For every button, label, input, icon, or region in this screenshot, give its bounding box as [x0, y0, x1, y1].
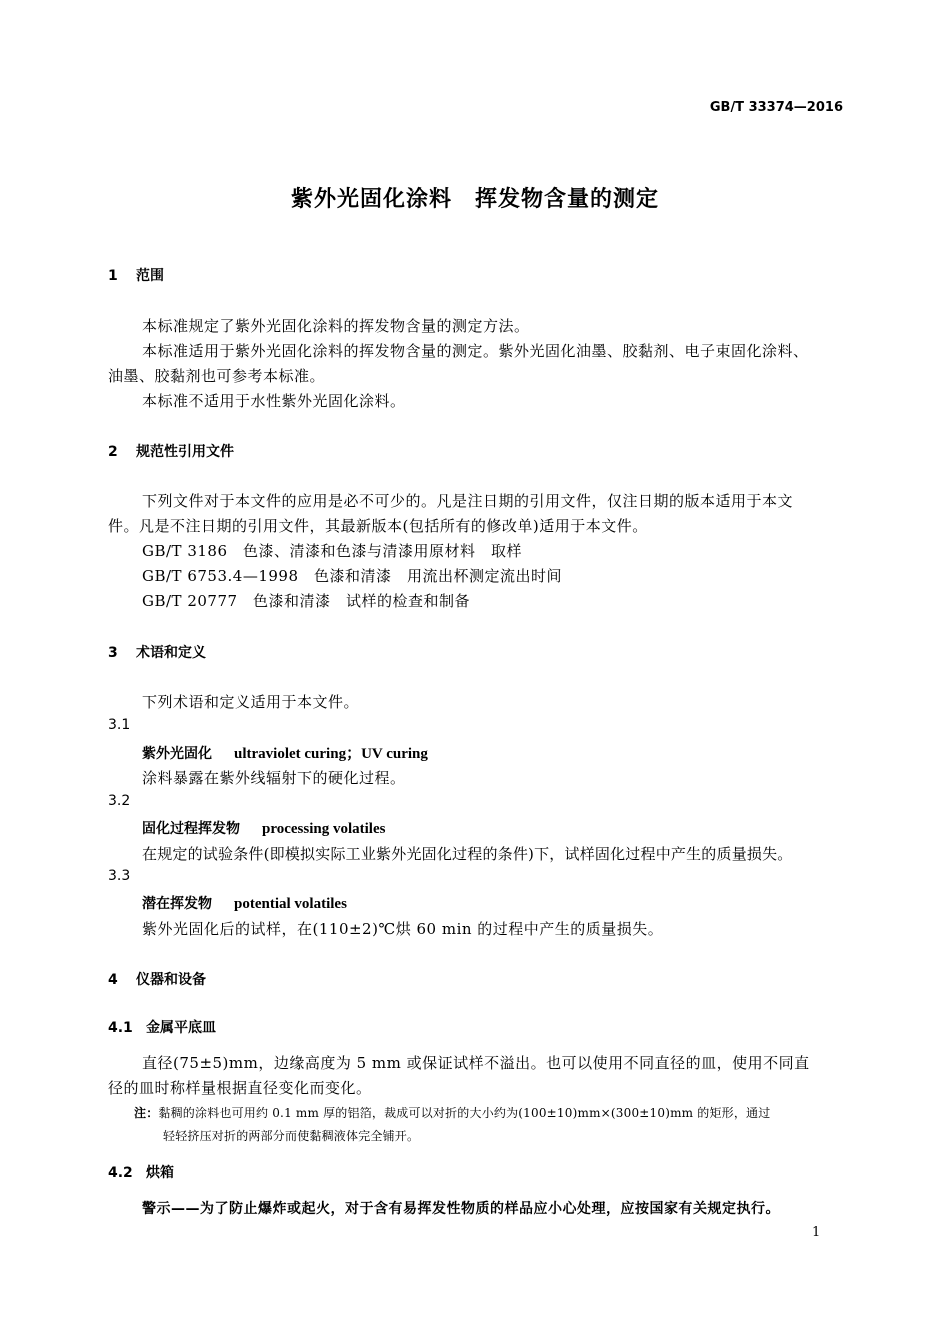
term-definition: 紫外光固化后的试样，在(110±2)℃烘 60 min 的过程中产生的质量损失。 [142, 920, 664, 938]
reference-item: GB/T 3186 色漆、清漆和色漆与清漆用原材料 取样 [142, 542, 523, 560]
subsection-number: 4.2 [108, 1165, 133, 1181]
subsection-number: 4.1 [108, 1020, 133, 1036]
subsection-4-2-heading [108, 1162, 174, 1182]
paragraph: 本标准适用于紫外光固化涂料的挥发物含量的测定。紫外光固化油墨、胶黏剂、电子束固化涂料、 [142, 342, 809, 360]
term-definition: 在规定的试验条件(即模拟实际工业紫外光固化过程的条件)下，试样固化过程中产生的质量损失。 [142, 845, 793, 863]
term-entry [142, 893, 347, 913]
section-title: 规范性引用文件 [136, 444, 234, 460]
term-chinese: 潜在挥发物 [142, 896, 212, 912]
paragraph: 本标准规定了紫外光固化涂料的挥发物含量的测定方法。 [142, 317, 530, 335]
section-number: 3 [108, 645, 118, 661]
paragraph: 直径(75±5)mm，边缘高度为 5 mm 或保证试样不溢出。也可以使用不同直径的皿，使用不同直 [142, 1054, 810, 1072]
reference-item: GB/T 20777 色漆和清漆 试样的检查和制备 [142, 592, 471, 610]
note [134, 1104, 770, 1121]
term-number: 3.3 [108, 868, 131, 884]
term-number: 3.2 [108, 793, 131, 809]
term-english: ultraviolet curing；UV curing [234, 746, 428, 762]
term-definition: 涂料暴露在紫外线辐射下的硬化过程。 [142, 769, 406, 787]
subsection-4-1-heading [108, 1017, 216, 1037]
paragraph: 下列文件对于本文件的应用是必不可少的。凡是注日期的引用文件，仅注日期的版本适用于本文 [142, 492, 794, 510]
section-number: 2 [108, 444, 118, 460]
paragraph: 下列术语和定义适用于本文件。 [142, 693, 360, 711]
paragraph: 件。凡是不注日期的引用文件，其最新版本(包括所有的修改单)适用于本文件。 [108, 517, 648, 535]
paragraph: 径的皿时称样量根据直径变化而变化。 [108, 1079, 372, 1097]
term-chinese: 固化过程挥发物 [142, 821, 240, 837]
section-1-heading [108, 265, 164, 285]
term-number: 3.1 [108, 717, 131, 733]
paragraph: 本标准不适用于水性紫外光固化涂料。 [142, 392, 406, 410]
section-2-heading [108, 441, 234, 461]
section-number: 4 [108, 972, 118, 988]
subsection-title: 金属平底皿 [146, 1020, 216, 1036]
term-entry [142, 818, 385, 838]
standard-code: GB/T 33374—2016 [709, 100, 843, 115]
term-entry [142, 742, 428, 763]
note-line: 黏稠的涂料也可用约 0.1 mm 厚的铝箔，裁成可以对折的大小约为(100±10)mm×(300±10)mm 的矩形，通过 [158, 1106, 771, 1120]
warning-text: 警示——为了防止爆炸或起火，对于含有易挥发性物质的样品应小心处理，应按国家有关规定执行。 [142, 1201, 780, 1217]
document-title: 紫外光固化涂料 挥发物含量的测定 [290, 187, 659, 212]
section-number: 1 [108, 268, 118, 284]
reference-item: GB/T 6753.4—1998 色漆和清漆 用流出杯测定流出时间 [142, 567, 562, 585]
term-chinese: 紫外光固化 [142, 746, 212, 762]
paragraph: 油墨、胶黏剂也可参考本标准。 [108, 367, 326, 385]
page-number: 1 [812, 1225, 821, 1240]
note-label: 注： [134, 1106, 159, 1120]
note-line: 轻轻挤压对折的两部分而使黏稠液体完全铺开。 [163, 1129, 420, 1143]
section-4-heading [108, 969, 206, 989]
section-title: 仪器和设备 [136, 972, 206, 988]
section-title: 术语和定义 [136, 645, 206, 661]
term-english: potential volatiles [234, 896, 347, 912]
subsection-title: 烘箱 [146, 1165, 174, 1181]
section-title: 范围 [136, 268, 164, 284]
term-english: processing volatiles [262, 821, 386, 837]
section-3-heading [108, 642, 206, 662]
